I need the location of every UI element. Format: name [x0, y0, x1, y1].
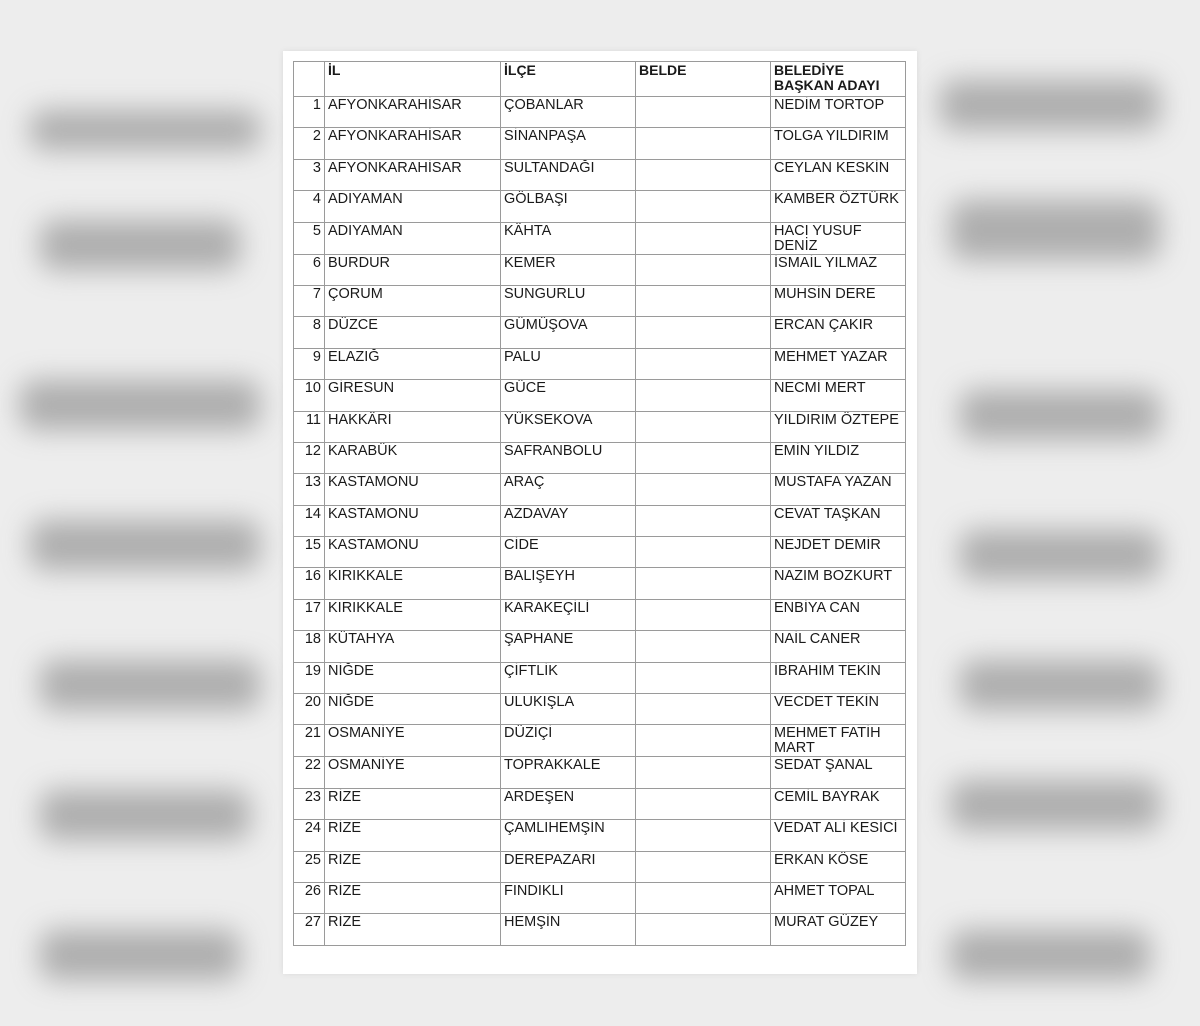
table-row: [294, 694, 906, 725]
cell-no: 5: [294, 222, 325, 254]
table-row: [294, 537, 906, 568]
cell-ilce: SULTANDAĞI: [501, 159, 636, 190]
cell-il: RİZE: [325, 820, 501, 851]
blur-shape: [40, 930, 240, 980]
blur-shape: [950, 200, 1160, 260]
cell-belde: [636, 882, 771, 913]
cell-il: RİZE: [325, 882, 501, 913]
cell-il: DÜZCE: [325, 317, 501, 348]
cell-il: KASTAMONU: [325, 474, 501, 505]
cell-no: 8: [294, 317, 325, 348]
cell-il: ÇORUM: [325, 285, 501, 316]
header-ilce: İLÇE: [501, 62, 636, 97]
cell-belde: [636, 97, 771, 128]
cell-belde: [636, 380, 771, 411]
blur-shape: [960, 390, 1160, 440]
blur-shape: [20, 380, 260, 430]
cell-aday: CEVAT TAŞKAN: [771, 505, 906, 536]
table-row: [294, 159, 906, 190]
table-row: [294, 631, 906, 662]
cell-ilce: AZDAVAY: [501, 505, 636, 536]
cell-no: 4: [294, 191, 325, 222]
table-row: [294, 568, 906, 599]
cell-belde: [636, 851, 771, 882]
cell-ilce: ARAÇ: [501, 474, 636, 505]
cell-aday: ENBİYA CAN: [771, 599, 906, 630]
cell-aday: VEDAT ALİ KESİCİ: [771, 820, 906, 851]
header-il: İL: [325, 62, 501, 97]
blur-shape: [960, 530, 1160, 580]
cell-ilce: GÖLBAŞI: [501, 191, 636, 222]
cell-no: 26: [294, 882, 325, 913]
cell-belde: [636, 285, 771, 316]
cell-il: NİĞDE: [325, 662, 501, 693]
table-row: [294, 442, 906, 473]
cell-belde: [636, 662, 771, 693]
cell-no: 13: [294, 474, 325, 505]
table-header-row: [294, 62, 906, 97]
cell-il: KIRIKKALE: [325, 599, 501, 630]
table-row: [294, 97, 906, 128]
cell-no: 3: [294, 159, 325, 190]
cell-ilce: PALU: [501, 348, 636, 379]
cell-il: AFYONKARAHİSAR: [325, 159, 501, 190]
cell-no: 22: [294, 757, 325, 788]
cell-no: 7: [294, 285, 325, 316]
cell-il: NİĞDE: [325, 694, 501, 725]
cell-belde: [636, 411, 771, 442]
table-row: [294, 317, 906, 348]
cell-no: 1: [294, 97, 325, 128]
cell-belde: [636, 191, 771, 222]
cell-il: OSMANİYE: [325, 725, 501, 757]
cell-no: 25: [294, 851, 325, 882]
cell-aday: NECMİ MERT: [771, 380, 906, 411]
cell-no: 20: [294, 694, 325, 725]
cell-belde: [636, 914, 771, 945]
cell-aday: SEDAT ŞANAL: [771, 757, 906, 788]
cell-aday: MUHSİN DERE: [771, 285, 906, 316]
cell-il: KARABÜK: [325, 442, 501, 473]
header-aday: BELEDİYE BAŞKAN ADAYI: [771, 62, 906, 97]
table-row: [294, 757, 906, 788]
cell-aday: TOLGA YILDIRIM: [771, 128, 906, 159]
cell-no: 27: [294, 914, 325, 945]
cell-no: 6: [294, 254, 325, 285]
cell-belde: [636, 505, 771, 536]
cell-aday: HACI YUSUF DENİZ: [771, 222, 906, 254]
cell-aday: AHMET TOPAL: [771, 882, 906, 913]
cell-no: 17: [294, 599, 325, 630]
cell-aday: NEDİM TORTOP: [771, 97, 906, 128]
cell-belde: [636, 222, 771, 254]
cell-ilce: SİNANPAŞA: [501, 128, 636, 159]
cell-il: BURDUR: [325, 254, 501, 285]
cell-no: 2: [294, 128, 325, 159]
header-belde: BELDE: [636, 62, 771, 97]
cell-il: HAKKÂRİ: [325, 411, 501, 442]
cell-il: GİRESUN: [325, 380, 501, 411]
cell-belde: [636, 725, 771, 757]
cell-aday: EMİN YILDIZ: [771, 442, 906, 473]
blur-shape: [950, 930, 1150, 980]
cell-il: ADIYAMAN: [325, 222, 501, 254]
cell-belde: [636, 631, 771, 662]
table-body: [294, 97, 906, 946]
cell-belde: [636, 348, 771, 379]
cell-no: 14: [294, 505, 325, 536]
cell-aday: ERKAN KÖSE: [771, 851, 906, 882]
cell-il: AFYONKARAHİSAR: [325, 97, 501, 128]
cell-aday: İBRAHİM TEKİN: [771, 662, 906, 693]
cell-aday: MURAT GÜZEY: [771, 914, 906, 945]
table-row: [294, 725, 906, 757]
table-row: [294, 191, 906, 222]
table-row: [294, 851, 906, 882]
cell-belde: [636, 128, 771, 159]
cell-aday: MUSTAFA YAZAN: [771, 474, 906, 505]
cell-belde: [636, 474, 771, 505]
cell-ilce: KEMER: [501, 254, 636, 285]
cell-no: 21: [294, 725, 325, 757]
cell-ilce: CİDE: [501, 537, 636, 568]
cell-il: ADIYAMAN: [325, 191, 501, 222]
document-page: [283, 51, 917, 974]
cell-aday: CEMİL BAYRAK: [771, 788, 906, 819]
cell-belde: [636, 788, 771, 819]
cell-ilce: KARAKEÇİLİ: [501, 599, 636, 630]
table-row: [294, 474, 906, 505]
cell-no: 12: [294, 442, 325, 473]
table-row: [294, 662, 906, 693]
cell-belde: [636, 757, 771, 788]
cell-no: 19: [294, 662, 325, 693]
table-row: [294, 222, 906, 254]
cell-il: RİZE: [325, 851, 501, 882]
cell-belde: [636, 599, 771, 630]
table-row: [294, 788, 906, 819]
blur-shape: [950, 780, 1160, 830]
blur-shape: [940, 80, 1160, 130]
table-row: [294, 882, 906, 913]
blur-shape: [40, 220, 240, 270]
table-row: [294, 380, 906, 411]
blur-shape: [30, 520, 260, 570]
cell-ilce: SAFRANBOLU: [501, 442, 636, 473]
blur-shape: [960, 660, 1160, 710]
cell-il: ELAZIĞ: [325, 348, 501, 379]
cell-il: KÜTAHYA: [325, 631, 501, 662]
cell-aday: NAZIM BOZKURT: [771, 568, 906, 599]
table-row: [294, 128, 906, 159]
cell-belde: [636, 568, 771, 599]
cell-aday: MEHMET FATİH MART: [771, 725, 906, 757]
cell-belde: [636, 537, 771, 568]
cell-ilce: YÜKSEKOVA: [501, 411, 636, 442]
cell-ilce: ULUKIŞLA: [501, 694, 636, 725]
cell-aday: NAİL CANER: [771, 631, 906, 662]
cell-ilce: BALIŞEYH: [501, 568, 636, 599]
cell-ilce: GÜCE: [501, 380, 636, 411]
cell-ilce: DÜZİÇİ: [501, 725, 636, 757]
cell-aday: CEYLAN KESKİN: [771, 159, 906, 190]
cell-aday: ERCAN ÇAKIR: [771, 317, 906, 348]
cell-aday: İSMAİL YILMAZ: [771, 254, 906, 285]
cell-belde: [636, 317, 771, 348]
cell-ilce: ÇAMLIHEMŞİN: [501, 820, 636, 851]
cell-ilce: ŞAPHANE: [501, 631, 636, 662]
cell-no: 10: [294, 380, 325, 411]
cell-aday: VECDET TEKİN: [771, 694, 906, 725]
cell-il: AFYONKARAHİSAR: [325, 128, 501, 159]
cell-aday: MEHMET YAZAR: [771, 348, 906, 379]
cell-no: 16: [294, 568, 325, 599]
cell-aday: NEJDET DEMİR: [771, 537, 906, 568]
cell-ilce: HEMŞİN: [501, 914, 636, 945]
cell-il: KASTAMONU: [325, 505, 501, 536]
cell-ilce: ÇİFTLİK: [501, 662, 636, 693]
cell-il: KASTAMONU: [325, 537, 501, 568]
cell-no: 23: [294, 788, 325, 819]
cell-no: 15: [294, 537, 325, 568]
blur-shape: [30, 110, 260, 150]
cell-no: 18: [294, 631, 325, 662]
cell-belde: [636, 694, 771, 725]
cell-no: 24: [294, 820, 325, 851]
cell-aday: YILDIRIM ÖZTEPE: [771, 411, 906, 442]
table-row: [294, 411, 906, 442]
cell-ilce: FINDIKLI: [501, 882, 636, 913]
cell-aday: KAMBER ÖZTÜRK: [771, 191, 906, 222]
cell-ilce: ARDEŞEN: [501, 788, 636, 819]
table-row: [294, 505, 906, 536]
cell-il: OSMANİYE: [325, 757, 501, 788]
table-row: [294, 914, 906, 945]
cell-belde: [636, 820, 771, 851]
blur-shape: [40, 660, 260, 710]
table-row: [294, 599, 906, 630]
cell-il: RİZE: [325, 788, 501, 819]
cell-il: RİZE: [325, 914, 501, 945]
table-row: [294, 348, 906, 379]
table-row: [294, 254, 906, 285]
cell-ilce: DEREPAZARI: [501, 851, 636, 882]
cell-no: 9: [294, 348, 325, 379]
table-row: [294, 285, 906, 316]
blur-shape: [40, 790, 250, 840]
cell-il: KIRIKKALE: [325, 568, 501, 599]
candidate-table: [293, 61, 906, 946]
cell-ilce: SUNGURLU: [501, 285, 636, 316]
cell-belde: [636, 254, 771, 285]
cell-belde: [636, 159, 771, 190]
cell-ilce: GÜMÜŞOVA: [501, 317, 636, 348]
cell-no: 11: [294, 411, 325, 442]
cell-ilce: KÂHTA: [501, 222, 636, 254]
header-no: [294, 62, 325, 97]
cell-ilce: TOPRAKKALE: [501, 757, 636, 788]
cell-belde: [636, 442, 771, 473]
table-row: [294, 820, 906, 851]
cell-ilce: ÇOBANLAR: [501, 97, 636, 128]
